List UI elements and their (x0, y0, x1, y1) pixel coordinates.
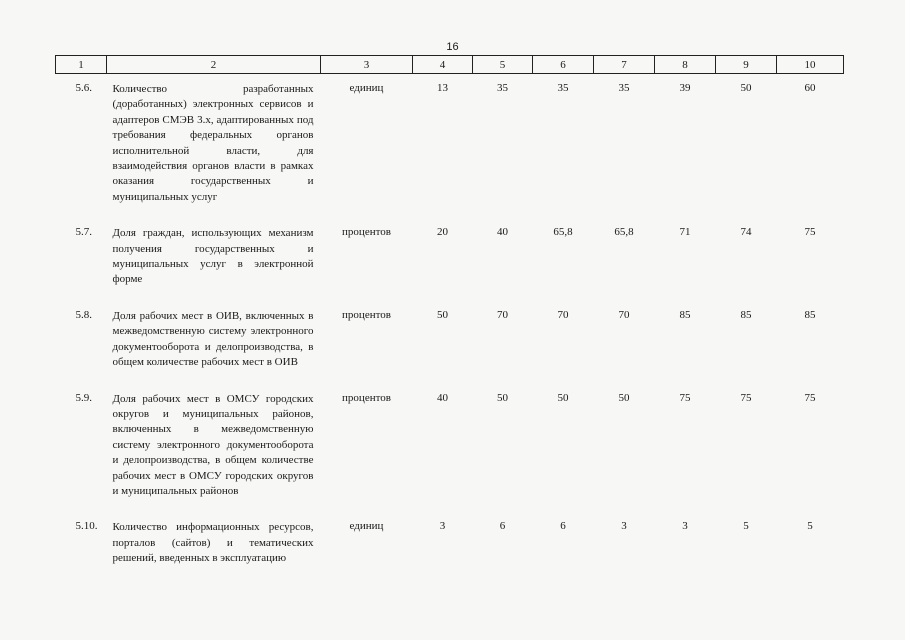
row-value: 50 (437, 308, 448, 321)
row-number: 5.7. (75, 226, 92, 239)
table-header-row (56, 56, 844, 74)
row-value: 71 (679, 226, 691, 239)
row-value: 75 (804, 226, 816, 239)
row-number: 5.10. (75, 520, 98, 533)
column-header: 6 (533, 56, 594, 74)
table-row (56, 512, 844, 579)
row-value: 3 (439, 520, 446, 533)
row-value: 65,8 (553, 226, 573, 239)
row-value: 85 (804, 308, 816, 321)
row-value: 5 (807, 520, 813, 533)
row-value: 13 (437, 82, 448, 94)
row-value: 75 (804, 391, 816, 404)
row-value: 50 (497, 391, 508, 404)
row-description: Количество разработанных (доработанных) электронных сервисов и адаптеров СМЭВ 3.х, адаптированных под требования федеральных органов исполнительной власти, для взаимодействия органов власти в рамках оказания государственных и муниципальных услуг (112, 83, 314, 203)
column-header: 5 (473, 56, 533, 74)
row-value: 20 (437, 226, 448, 239)
row-value: 75 (740, 391, 752, 404)
row-unit: процентов (342, 226, 391, 239)
column-header: 2 (107, 56, 321, 74)
row-value: 40 (497, 226, 508, 239)
row-value: 3 (682, 520, 688, 533)
page-number: 16 (446, 41, 459, 53)
column-header: 3 (321, 56, 413, 74)
row-value: 75 (679, 391, 691, 404)
row-number: 5.8. (75, 308, 92, 321)
row-value: 50 (618, 391, 630, 404)
row-unit: процентов (342, 391, 391, 404)
row-value: 50 (740, 82, 752, 94)
row-description: Количество информационных ресурсов, порталов (сайтов) и тематических решений, введенных в эксплуатацию (112, 521, 314, 565)
column-header: 4 (413, 56, 473, 74)
row-number: 5.9. (75, 391, 92, 404)
table-row (56, 218, 844, 301)
table-row (56, 384, 844, 513)
table-row (56, 74, 844, 219)
row-value: 40 (437, 391, 448, 404)
row-value: 85 (679, 308, 691, 321)
row-number: 5.6. (75, 82, 92, 94)
row-value: 70 (618, 308, 630, 321)
column-header: 7 (594, 56, 655, 74)
row-value: 39 (679, 82, 691, 94)
row-value: 70 (557, 308, 569, 321)
column-header: 10 (777, 56, 844, 74)
row-value: 50 (557, 391, 569, 404)
table-row (56, 301, 844, 384)
column-header: 8 (655, 56, 716, 74)
row-value: 35 (497, 82, 508, 94)
row-value: 74 (740, 226, 752, 239)
row-value: 5 (743, 520, 749, 533)
row-value: 85 (740, 308, 752, 321)
row-value: 6 (499, 520, 506, 533)
row-value: 60 (804, 82, 816, 94)
row-unit: процентов (342, 308, 391, 321)
row-description: Доля рабочих мест в ОИВ, включенных в межведомственную систему электронного документооборота и делопроизводства, в общем количестве рабочих мест в ОИВ (112, 309, 314, 369)
row-value: 3 (621, 520, 627, 533)
column-header: 9 (716, 56, 777, 74)
column-header: 1 (56, 56, 107, 74)
row-value: 35 (557, 82, 569, 94)
row-value: 65,8 (614, 226, 634, 239)
row-unit: единиц (349, 520, 384, 533)
indicators-table (55, 55, 844, 580)
row-value: 6 (560, 520, 566, 533)
row-unit: единиц (349, 82, 384, 94)
row-value: 35 (618, 82, 630, 94)
row-value: 70 (497, 308, 508, 321)
row-description: Доля граждан, использующих механизм получения государственных и муниципальных услуг в электронной форме (112, 227, 314, 286)
row-description: Доля рабочих мест в ОМСУ городских округов и муниципальных районов, включенных в межведомственную систему электронного документооборота и делопроизводства, в общем количестве рабочих мест в ОМСУ городских округов и муниципальных районов (112, 392, 314, 497)
